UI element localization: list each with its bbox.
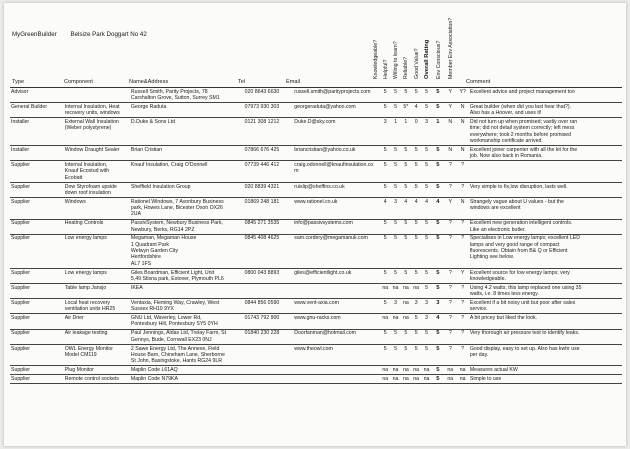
- row-rating: 5: [421, 344, 431, 365]
- row-tel: 07973 930 303: [244, 103, 294, 118]
- row-rating: 5: [380, 268, 390, 283]
- row-email: sam.cordery@megamanuk.com: [293, 234, 380, 268]
- row-type: Supplier: [10, 219, 64, 234]
- row-component: Remote control sockets: [64, 375, 130, 384]
- row-rating: 5: [390, 182, 400, 197]
- table-row: [10, 103, 622, 118]
- row-comment: Using 4.2 watts, this lamp replaced one using 35 watts, i.e. 8 times less energy.: [469, 283, 622, 298]
- row-email: craig.odonnell@knaufinsulation.co m: [293, 161, 380, 182]
- table-row: [10, 329, 622, 344]
- document-header: [12, 31, 159, 38]
- row-name-address: Sheffield Insulation Group: [130, 182, 244, 197]
- row-rating: 5: [380, 219, 390, 234]
- row-comment: Excellent joiner carpenter with all the kit for the job. Now also back in Romania.: [469, 146, 622, 161]
- row-component: Internal Insulation, Knauf Ecostud with Ecobatt: [64, 161, 130, 182]
- row-rating: na: [401, 283, 411, 298]
- row-rating: na: [456, 366, 468, 375]
- row-tel: 0845 408 4625: [244, 234, 294, 268]
- row-type: Supplier: [10, 234, 64, 268]
- row-rating: 5: [411, 268, 421, 283]
- col-overall: Overall Rating: [424, 39, 430, 79]
- row-comment: Simple to use: [469, 375, 622, 384]
- row-overall-rating: 5: [432, 88, 444, 103]
- row-tel: [244, 366, 294, 375]
- row-comment: A bit pricey but liked the look.: [469, 314, 622, 329]
- row-comment: [469, 161, 622, 182]
- row-email: briancristian@yahoo.co.uk: [293, 146, 380, 161]
- row-email: Doorfanman@hotmail.com: [293, 329, 380, 344]
- row-rating: N: [456, 146, 468, 161]
- row-tel: 01869 248 181: [244, 198, 294, 219]
- row-rating: 5: [380, 344, 390, 365]
- document-sheet: [4, 3, 626, 446]
- row-component: OWL Energy Monitor Model CM119: [64, 344, 130, 365]
- row-comment: Good display, easy to set up. Also has kwhr use per day.: [469, 344, 622, 365]
- row-component: Plug Monitor: [64, 366, 130, 375]
- row-name-address: Brian Cristian: [130, 146, 244, 161]
- row-rating: 3: [390, 198, 400, 219]
- row-email: www.vent-axia.com: [293, 299, 380, 314]
- row-component: External Wall Insulation (Weber polystyrene): [64, 118, 130, 146]
- row-tel: 01743 792 900: [244, 314, 294, 329]
- row-type: Supplier: [10, 329, 64, 344]
- row-component: Windows: [64, 198, 130, 219]
- row-type: Supplier: [10, 375, 64, 384]
- row-rating: 5: [411, 329, 421, 344]
- row-overall-rating: 5: [432, 103, 444, 118]
- row-component: Air leakage testing: [64, 329, 130, 344]
- row-tel: [244, 375, 294, 384]
- row-name-address: IKEA: [130, 283, 244, 298]
- row-rating: 5: [390, 344, 400, 365]
- row-email: www.theowl.com: [293, 344, 380, 365]
- row-rating: na: [411, 366, 421, 375]
- row-rating: Y?: [456, 88, 468, 103]
- row-rating: 5: [411, 234, 421, 268]
- row-type: Supplier: [10, 198, 64, 219]
- row-rating: N: [444, 118, 456, 146]
- row-rating: 5: [390, 329, 400, 344]
- row-comment: Excellent new generation intelligent controls. Like an electronic butler.: [469, 219, 622, 234]
- row-rating: 4: [411, 198, 421, 219]
- row-rating: na: [390, 375, 400, 384]
- row-overall-rating: 5: [432, 344, 444, 365]
- row-rating: ?: [456, 314, 468, 329]
- row-type: Supplier: [10, 283, 64, 298]
- row-rating: Y: [456, 268, 468, 283]
- row-rating: 3: [411, 299, 421, 314]
- row-rating: ?: [444, 182, 456, 197]
- project-name: Belsize Park Doggart No 42: [70, 31, 147, 38]
- row-rating: 5: [401, 219, 411, 234]
- row-rating: 5: [421, 219, 431, 234]
- col-comment: Comment: [466, 79, 491, 85]
- row-rating: 5: [421, 268, 431, 283]
- row-name-address: Giles Boardman, Efficient Light, Unit 5,49 Stisna park, Estover, Plymouth PL6: [130, 268, 244, 283]
- row-rating: na: [401, 366, 411, 375]
- col-reliable: Reliable?: [403, 56, 409, 79]
- row-rating: ?: [456, 283, 468, 298]
- row-overall-rating: 5: [432, 146, 444, 161]
- row-tel: 0121 308 1212: [244, 118, 294, 146]
- table-row: [10, 366, 622, 375]
- row-rating: 5: [411, 182, 421, 197]
- table-row: [10, 234, 622, 268]
- row-name-address: Megaman, Megaman House 1 Quadrant Park Welwyn Garden City Hertfordshire AL7 1FS: [130, 234, 244, 268]
- row-email: www.rationel.co.uk: [293, 198, 380, 219]
- row-comment: Very thorough air pressure test to identify leaks.: [469, 329, 622, 344]
- row-comment: Did not turn up when promised; vastly over ran time; did not detail system correctly; left mess everywhere; took 2 months before promised workmanship certificate arrived.: [469, 118, 622, 146]
- row-rating: ?: [456, 219, 468, 234]
- row-rating: Y: [444, 88, 456, 103]
- row-rating: 5*: [401, 103, 411, 118]
- row-component: [64, 88, 130, 103]
- row-comment: Excellent source for low energy lamps; very knowledgeable.: [469, 268, 622, 283]
- row-comment: Great builder (when did you last hear that?). Also has a Hoover, and uses it!: [469, 103, 622, 118]
- row-rating: na: [401, 314, 411, 329]
- row-component: Low energy lamps: [64, 234, 130, 268]
- row-overall-rating: 5: [432, 182, 444, 197]
- row-email: russell.smith@parityprojects.com: [293, 88, 380, 103]
- row-rating: na: [401, 299, 411, 314]
- row-rating: 4: [421, 198, 431, 219]
- table-row: [10, 161, 622, 182]
- row-rating: ?: [444, 283, 456, 298]
- row-rating: 5: [380, 182, 390, 197]
- row-rating: N: [444, 146, 456, 161]
- row-rating: na: [380, 314, 390, 329]
- row-rating: ?: [456, 182, 468, 197]
- row-rating: ?: [444, 329, 456, 344]
- row-component: Heating Controls: [64, 219, 130, 234]
- table-row: [10, 283, 622, 298]
- row-name-address: Russell Smith, Parity Projects, 78 Carshalton Grove, Sutton, Surrey SM1: [130, 88, 244, 103]
- row-overall-rating: 5: [432, 234, 444, 268]
- row-rating: na: [421, 366, 431, 375]
- row-rating: Y: [444, 198, 456, 219]
- row-component: Local heat recovery ventilation units HR25: [64, 299, 130, 314]
- row-rating: 5: [390, 161, 400, 182]
- row-overall-rating: 5: [432, 375, 444, 384]
- row-type: Supplier: [10, 314, 64, 329]
- row-rating: ?: [444, 344, 456, 365]
- row-tel: 0844 856 0590: [244, 299, 294, 314]
- row-rating: ?: [444, 234, 456, 268]
- row-tel: 07739 446 412: [244, 161, 294, 182]
- row-component: Air Drier: [64, 314, 130, 329]
- row-overall-rating: 5: [432, 219, 444, 234]
- row-rating: ?: [444, 268, 456, 283]
- row-rating: 5: [421, 234, 431, 268]
- row-rating: ?: [456, 161, 468, 182]
- row-rating: 5: [421, 88, 431, 103]
- col-helpful: Helpful?: [383, 59, 389, 79]
- row-rating: na: [456, 375, 468, 384]
- row-email: info@passivsystems.com: [293, 219, 380, 234]
- row-rating: 5: [401, 344, 411, 365]
- row-email: [293, 366, 380, 375]
- col-member-env: Member Env Association?: [448, 17, 454, 79]
- row-name-address: Maplin Code N79KA: [130, 375, 244, 384]
- row-rating: 5: [411, 314, 421, 329]
- col-env-conscious: Env Conscious?: [436, 40, 442, 79]
- supplier-table: [10, 87, 622, 384]
- col-willing: Willing to learn?: [393, 41, 399, 79]
- row-rating: N: [456, 198, 468, 219]
- row-comment: Strangely vague about U values - but the windows are excellent: [469, 198, 622, 219]
- row-comment: Specialises in Low energy lamps; excellent LED lamps and very good range of compact fluorescents. Obtain from B& Q or Efficient Lighting see below.: [469, 234, 622, 268]
- row-rating: N: [456, 118, 468, 146]
- row-tel: [244, 283, 294, 298]
- row-rating: 5: [401, 182, 411, 197]
- row-rating: 3: [421, 118, 431, 146]
- table-row: [10, 375, 622, 384]
- col-good-value: Good Value?: [414, 48, 420, 79]
- row-type: Installer: [10, 146, 64, 161]
- row-type: Supplier: [10, 344, 64, 365]
- row-email: www.gnu-racks.com: [293, 314, 380, 329]
- row-tel: 0800 043 8893: [244, 268, 294, 283]
- row-comment: Very simple to fix,low disruption, lasts well.: [469, 182, 622, 197]
- row-tel: [244, 344, 294, 365]
- row-email: [293, 283, 380, 298]
- row-rating: 4: [411, 103, 421, 118]
- row-comment: Measures actual KW: [469, 366, 622, 375]
- site-name: MyGreenBuilder: [12, 31, 57, 38]
- row-rating: ?: [456, 299, 468, 314]
- table-row: [10, 219, 622, 234]
- row-rating: 5: [380, 299, 390, 314]
- row-type: Supplier: [10, 366, 64, 375]
- row-rating: 1: [390, 118, 400, 146]
- col-name-address: Name&Address: [129, 79, 169, 85]
- row-overall-rating: 4: [432, 198, 444, 219]
- row-email: ruislip@sheffins.co.uk: [293, 182, 380, 197]
- row-name-address: GNU Ltd, Waverley, Lower Rd, Pontesbury Hill, Pontesbury SY5 0YH: [130, 314, 244, 329]
- row-overall-rating: 5: [432, 161, 444, 182]
- col-email: Email: [286, 79, 300, 85]
- row-name-address: Rationel Windows, 7 Avonbury Business park, Howes Lane, Bicester Oxon OX26 2UA: [130, 198, 244, 219]
- row-rating: ?: [444, 314, 456, 329]
- table-row: [10, 268, 622, 283]
- row-tel: 020 8839 4321: [244, 182, 294, 197]
- row-email: giles@efficientlight.co.uk: [293, 268, 380, 283]
- row-rating: 5: [380, 146, 390, 161]
- row-rating: na: [380, 375, 390, 384]
- row-rating: 5: [390, 268, 400, 283]
- row-rating: ?: [444, 219, 456, 234]
- row-rating: 3: [390, 299, 400, 314]
- row-comment: Excellent if a bit noisy unit but poor after sales service.: [469, 299, 622, 314]
- row-rating: 5: [421, 146, 431, 161]
- row-overall-rating: 4: [432, 314, 444, 329]
- table-row: [10, 118, 622, 146]
- row-rating: 5: [411, 88, 421, 103]
- row-rating: 5: [421, 283, 431, 298]
- row-type: Installer: [10, 118, 64, 146]
- row-overall-rating: 3: [432, 299, 444, 314]
- col-component: Component: [64, 79, 93, 85]
- row-rating: 4: [401, 198, 411, 219]
- row-rating: 4: [380, 198, 390, 219]
- row-rating: 5: [401, 88, 411, 103]
- row-rating: 5: [411, 219, 421, 234]
- row-name-address: D.Duke & Sons Ltd: [130, 118, 244, 146]
- table-row: [10, 198, 622, 219]
- row-type: Supplier: [10, 268, 64, 283]
- row-rating: 3: [380, 118, 390, 146]
- row-rating: 5: [390, 234, 400, 268]
- row-rating: na: [411, 375, 421, 384]
- row-rating: 5: [421, 329, 431, 344]
- col-knowledgeable: Knowledgeable?: [373, 39, 379, 79]
- row-rating: 5: [421, 182, 431, 197]
- row-tel: 020 8643 6630: [244, 88, 294, 103]
- row-overall-rating: 5: [432, 283, 444, 298]
- row-rating: 5: [380, 234, 390, 268]
- row-rating: na: [411, 283, 421, 298]
- row-rating: 5: [401, 146, 411, 161]
- row-comment: Excellent advice and project management too: [469, 88, 622, 103]
- row-rating: na: [401, 375, 411, 384]
- row-rating: 5: [411, 344, 421, 365]
- row-overall-rating: 5: [432, 268, 444, 283]
- row-rating: na: [390, 366, 400, 375]
- row-rating: na: [390, 283, 400, 298]
- row-rating: 1: [401, 118, 411, 146]
- row-rating: N: [456, 103, 468, 118]
- row-rating: 3: [421, 314, 431, 329]
- row-rating: na: [444, 366, 456, 375]
- row-component: Low energy lamps: [64, 268, 130, 283]
- row-component: Window Draught Sealer: [64, 146, 130, 161]
- row-type: Advisor: [10, 88, 64, 103]
- col-type: Type: [12, 79, 25, 85]
- row-rating: 5: [411, 161, 421, 182]
- table-row: [10, 182, 622, 197]
- row-name-address: George Raduta: [130, 103, 244, 118]
- row-rating: 0: [411, 118, 421, 146]
- row-component: Dow Styrofoam upside down roof insulation: [64, 182, 130, 197]
- row-name-address: Knauf Insulation, Craig O'Donnell: [130, 161, 244, 182]
- row-overall-rating: 5: [432, 329, 444, 344]
- row-type: Supplier: [10, 161, 64, 182]
- row-rating: 5: [421, 161, 431, 182]
- row-type: General Builder: [10, 103, 64, 118]
- row-rating: 5: [401, 161, 411, 182]
- row-rating: 3: [421, 299, 431, 314]
- row-rating: 5: [411, 146, 421, 161]
- row-tel: 07866 676 425: [244, 146, 294, 161]
- row-email: [293, 375, 380, 384]
- row-rating: 5: [421, 103, 431, 118]
- row-rating: 5: [401, 268, 411, 283]
- row-rating: ?: [456, 344, 468, 365]
- row-name-address: 2 Sawe Energy Ltd, The Annexe, Field House Barn, Chineham Lane, Sherborne St John, Basingstoke, Hants RG24 9LR: [130, 344, 244, 365]
- row-component: Table lamp Jansjo: [64, 283, 130, 298]
- row-type: Supplier: [10, 182, 64, 197]
- row-overall-rating: 5: [432, 366, 444, 375]
- row-rating: na: [421, 375, 431, 384]
- row-rating: ?: [444, 161, 456, 182]
- row-rating: 5: [390, 146, 400, 161]
- row-rating: 5: [380, 88, 390, 103]
- row-email: georgeraduta@yahoo.com: [293, 103, 380, 118]
- row-name-address: PassivSystem, Newbury Business Park, Newbury, Berks, RG14 2PZ: [130, 219, 244, 234]
- row-rating: na: [380, 283, 390, 298]
- table-row: [10, 344, 622, 365]
- row-rating: ?: [456, 329, 468, 344]
- table-row: [10, 146, 622, 161]
- row-rating: 5: [390, 219, 400, 234]
- row-rating: na: [444, 375, 456, 384]
- row-rating: 5: [380, 329, 390, 344]
- table-row: [10, 299, 622, 314]
- row-rating: ?: [456, 234, 468, 268]
- row-name-address: Paul Jennings, Aldas Ltd, Trelay Farm, St Gennys, Bude, Cornwall EX23 0NJ: [130, 329, 244, 344]
- row-tel: 0845 271 3535: [244, 219, 294, 234]
- row-name-address: Maplin Code L61AQ: [130, 366, 244, 375]
- row-type: Supplier: [10, 299, 64, 314]
- row-rating: 5: [380, 161, 390, 182]
- row-rating: na: [390, 314, 400, 329]
- row-rating: 5: [401, 329, 411, 344]
- row-rating: 5: [401, 234, 411, 268]
- row-rating: ?: [444, 299, 456, 314]
- row-name-address: Ventaxia, Fleming Way, Crawley, West Sussex RH10 9YX: [130, 299, 244, 314]
- row-rating: Y: [444, 103, 456, 118]
- table-row: [10, 314, 622, 329]
- row-tel: 01840 230 228: [244, 329, 294, 344]
- row-email: Duke.D@sky.com: [293, 118, 380, 146]
- row-rating: 5: [390, 88, 400, 103]
- row-rating: 5: [390, 103, 400, 118]
- col-tel: Tel: [238, 79, 246, 85]
- row-rating: 5: [380, 103, 390, 118]
- row-component: Internal Insulation, Heat recovery units, windows: [64, 103, 130, 118]
- table-row: [10, 88, 622, 103]
- row-overall-rating: 1: [432, 118, 444, 146]
- row-rating: na: [380, 366, 390, 375]
